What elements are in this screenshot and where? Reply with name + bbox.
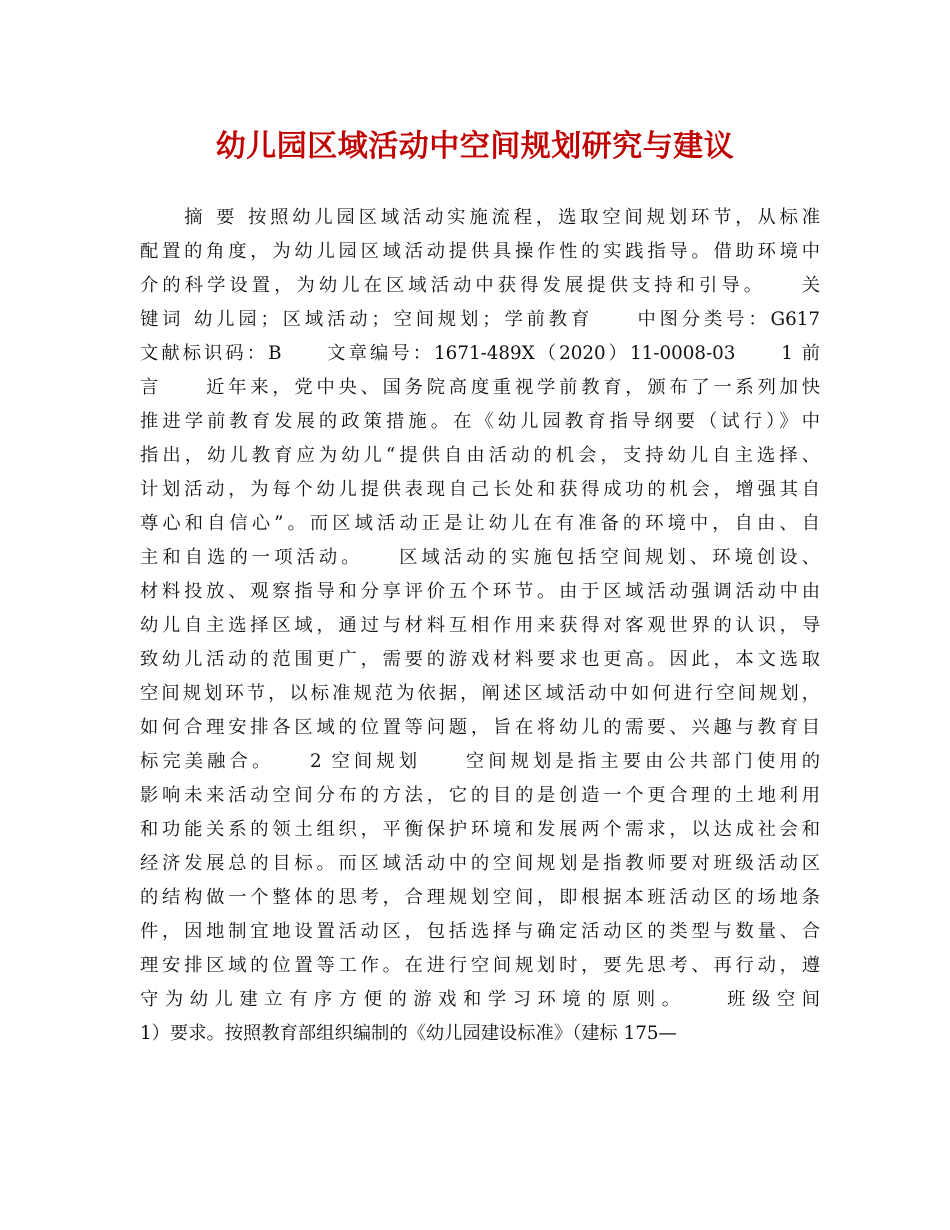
body-line: 致幼儿活动的范围更广，需要的游戏材料要求也更高。因此，本文选取 bbox=[140, 649, 820, 670]
body-line: 推进学前教育发展的政策措施。在《幼儿园教育指导纲要（试行）》中 bbox=[140, 411, 820, 432]
body-line: 配置的角度，为幼儿园区域活动提供具操作性的实践指导。借助环境中 bbox=[140, 241, 820, 262]
body-line: 标完美融合。 2 空间规划 空间规划是指主要由公共部门使用的 bbox=[140, 751, 820, 772]
body-line: 和功能关系的领土组织，平衡保护环境和发展两个需求，以达成社会和 bbox=[140, 819, 820, 840]
document-title: 幼儿园区域活动中空间规划研究与建议 bbox=[215, 129, 735, 164]
body-line: 幼儿自主选择区域，通过与材料互相作用来获得对客观世界的认识，导 bbox=[140, 615, 820, 636]
document-body bbox=[140, 201, 820, 1051]
body-line: 1）要求。按照教育部组织编制的《幼儿园建设标准》（建标 175— bbox=[140, 1023, 677, 1044]
body-line: 文献标识码：B 文章编号：1671-489X（2020）11-0008-03 1 前 bbox=[140, 343, 820, 364]
body-line: 理安排区域的位置等工作。在进行空间规划时，要先思考、再行动，遵 bbox=[140, 955, 820, 976]
body-line: 摘 要 按照幼儿园区域活动实施流程，选取空间规划环节，从标准 bbox=[140, 207, 820, 228]
body-line: 影响未来活动空间分布的方法，它的目的是创造一个更合理的土地利用 bbox=[140, 785, 820, 806]
body-line: 材料投放、观察指导和分享评价五个环节。由于区域活动强调活动中由 bbox=[140, 581, 820, 602]
body-line: 如何合理安排各区域的位置等问题，旨在将幼儿的需要、兴趣与教育目 bbox=[140, 717, 820, 738]
body-line: 键词 幼儿园；区域活动；空间规划；学前教育 中图分类号：G617 bbox=[140, 309, 820, 330]
body-line: 计划活动，为每个幼儿提供表现自己长处和获得成功的机会，增强其自 bbox=[140, 479, 820, 500]
body-line: 件，因地制宜地设置活动区，包括选择与确定活动区的类型与数量、合 bbox=[140, 921, 820, 942]
body-line: 经济发展总的目标。而区域活动中的空间规划是指教师要对班级活动区 bbox=[140, 853, 820, 874]
body-line: 言 近年来，党中央、国务院高度重视学前教育，颁布了一系列加快 bbox=[140, 377, 820, 398]
body-line: 空间规划环节，以标准规范为依据，阐述区域活动中如何进行空间规划， bbox=[140, 683, 820, 704]
body-line: 尊心和自信心”。而区域活动正是让幼儿在有准备的环境中，自由、自 bbox=[140, 513, 820, 534]
body-line: 介的科学设置，为幼儿在区域活动中获得发展提供支持和引导。 关 bbox=[140, 275, 820, 296]
body-line: 守为幼儿建立有序方便的游戏和学习环境的原则。 班级空间 bbox=[140, 989, 820, 1010]
body-line: 主和自选的一项活动。 区域活动的实施包括空间规划、环境创设、 bbox=[140, 547, 820, 568]
body-line: 的结构做一个整体的思考，合理规划空间，即根据本班活动区的场地条 bbox=[140, 887, 820, 908]
body-line: 指出，幼儿教育应为幼儿“提供自由活动的机会，支持幼儿自主选择、 bbox=[140, 445, 820, 466]
